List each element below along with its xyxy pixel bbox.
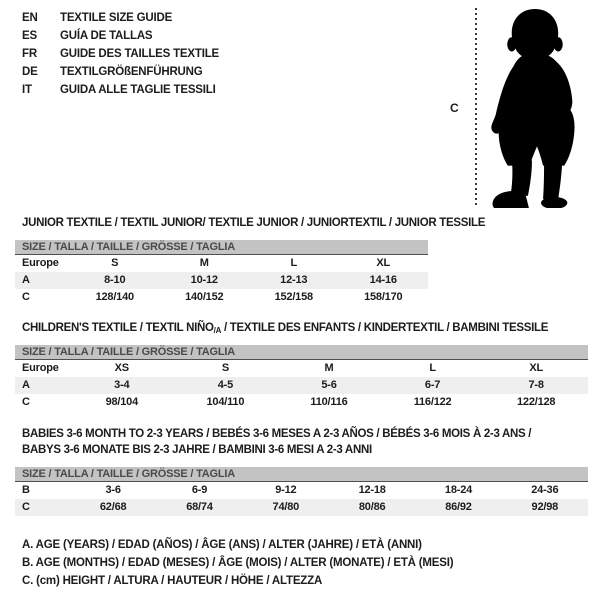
junior-size-table [15, 240, 428, 306]
babies-title-line1: BABIES 3-6 MONTH TO 2-3 YEARS / BEBÉS 3-6 MESES A 2-3 AÑOS / BÉBÉS 3-6 MOIS À 2-3 ANS / [22, 428, 532, 440]
language-title-list [22, 9, 219, 99]
size-cell: M [199, 257, 209, 269]
height-cell: 158/170 [364, 291, 403, 303]
row-label: B [22, 484, 30, 496]
height-dotted-line [475, 8, 477, 207]
row-label: Europe [22, 362, 59, 374]
row-label: A [22, 379, 30, 391]
language-title: GUIDA ALLE TAGLIE TESSILI [60, 84, 216, 96]
height-cell: 104/110 [206, 396, 245, 408]
children-table-title [22, 320, 548, 339]
size-cell: L [429, 362, 436, 374]
footnote-c: C. (cm) HEIGHT / ALTURA / HAUTEUR / HÖHE / ALTEZZA [22, 575, 323, 587]
junior-table-title: JUNIOR TEXTILE / TEXTIL JUNIOR/ TEXTILE JUNIOR / JUNIORTEXTIL / JUNIOR TESSILE [22, 217, 486, 229]
table-row [15, 272, 428, 289]
table-row [15, 289, 428, 306]
language-code: EN [22, 12, 38, 24]
age-cell: 3-6 [105, 484, 121, 496]
babies-table-title [22, 426, 531, 458]
size-cell: S [221, 362, 229, 374]
language-code: DE [22, 66, 38, 78]
table-row [15, 377, 588, 394]
size-header-bar: SIZE / TALLA / TAILLE / GRÖSSE / TAGLIA [15, 345, 588, 360]
language-title: GUIDE DES TAILLES TEXTILE [60, 48, 219, 60]
babies-title-line2: BABYS 3-6 MONATE BIS 2-3 JAHRE / BAMBINI 3-6 MESI A 2-3 ANNI [22, 444, 372, 456]
row-label: Europe [22, 257, 59, 269]
height-cell: 74/80 [272, 501, 300, 513]
children-size-table [15, 345, 588, 411]
age-cell: 6-9 [191, 484, 208, 496]
age-cell: 14-16 [369, 274, 397, 286]
age-cell: 5-6 [321, 379, 337, 391]
language-code: IT [22, 84, 32, 96]
height-cell: 152/158 [274, 291, 313, 303]
height-cell: 80/86 [358, 501, 386, 513]
table-row [15, 394, 588, 411]
children-title-subscript: /A [213, 326, 222, 335]
age-cell: 12-18 [358, 484, 386, 496]
height-measure-label: C [450, 101, 459, 115]
row-label: A [22, 274, 30, 286]
footnote-b: B. AGE (MONTHS) / EDAD (MESES) / ÂGE (MOIS) / ALTER (MONATE) / ETÀ (MESI) [22, 557, 454, 569]
language-row [22, 9, 219, 27]
language-row [22, 45, 219, 63]
language-code: FR [22, 48, 37, 60]
footnote-legend [22, 536, 453, 590]
language-row [22, 81, 219, 99]
footnote-a: A. AGE (YEARS) / EDAD (AÑOS) / ÂGE (ANS) / ALTER (JAHRE) / ETÀ (ANNI) [22, 539, 422, 551]
children-title-suffix: / TEXTILE DES ENFANTS / KINDERTEXTIL / BAMBINI TESSILE [221, 322, 549, 334]
age-cell: 8-10 [104, 274, 126, 286]
table-row [15, 482, 588, 499]
size-header-bar: SIZE / TALLA / TAILLE / GRÖSSE / TAGLIA [15, 467, 588, 482]
row-label: C [22, 396, 30, 408]
children-title-prefix: CHILDREN'S TEXTILE / TEXTIL NIÑO [22, 322, 214, 334]
size-cell: M [324, 362, 334, 374]
language-row [22, 27, 219, 45]
height-cell: 98/104 [105, 396, 139, 408]
size-cell: XL [529, 362, 543, 374]
height-cell: 128/140 [95, 291, 134, 303]
language-title: GUÍA DE TALLAS [60, 30, 153, 42]
age-cell: 24-36 [531, 484, 559, 496]
height-cell: 92/98 [531, 501, 559, 513]
age-cell: 10-12 [190, 274, 218, 286]
table-row [15, 255, 428, 272]
table-row [15, 360, 588, 377]
row-label: C [22, 291, 30, 303]
language-row [22, 63, 219, 81]
language-title: TEXTILE SIZE GUIDE [60, 12, 173, 24]
baby-silhouette [486, 6, 588, 208]
height-cell: 122/128 [516, 396, 556, 408]
row-label: C [22, 501, 30, 513]
height-cell: 116/122 [413, 396, 452, 408]
age-cell: 6-7 [424, 379, 441, 391]
age-cell: 18-24 [444, 484, 473, 496]
height-cell: 110/116 [310, 396, 348, 408]
size-header-bar: SIZE / TALLA / TAILLE / GRÖSSE / TAGLIA [15, 240, 428, 255]
babies-size-table [15, 467, 588, 516]
table-row [15, 499, 588, 516]
age-cell: 7-8 [528, 379, 544, 391]
height-cell: 68/74 [186, 501, 213, 513]
size-cell: XS [114, 362, 129, 374]
language-title: TEXTILGRÖßENFÜHRUNG [60, 66, 203, 78]
language-code: ES [22, 30, 37, 42]
size-cell: XL [376, 257, 391, 269]
age-cell: 9-12 [275, 484, 297, 496]
age-cell: 12-13 [280, 274, 308, 286]
height-cell: 140/152 [185, 291, 224, 303]
age-cell: 3-4 [114, 379, 130, 391]
height-cell: 62/68 [99, 501, 127, 513]
height-cell: 86/92 [445, 501, 472, 513]
age-cell: 4-5 [217, 379, 234, 391]
size-cell: S [111, 257, 119, 269]
size-cell: L [290, 257, 298, 269]
